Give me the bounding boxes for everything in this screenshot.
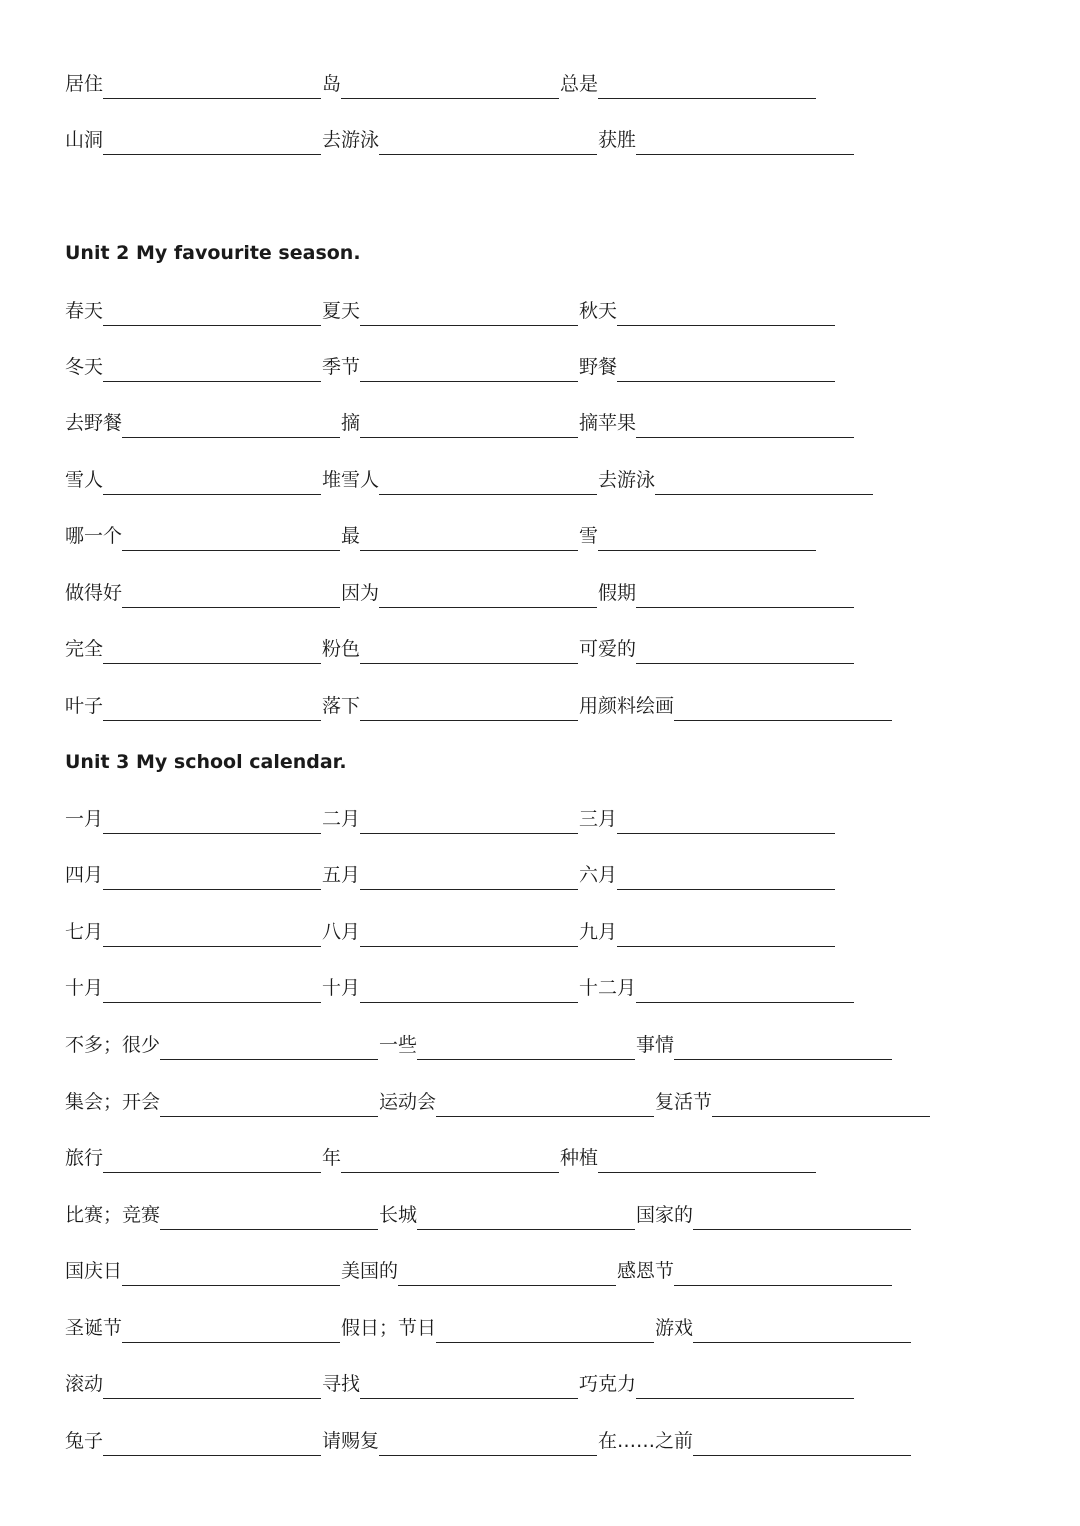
answer-blank[interactable] xyxy=(360,415,578,438)
vocab-word: 因为 xyxy=(341,582,380,604)
vocab-item xyxy=(560,69,817,99)
answer-blank[interactable] xyxy=(636,980,854,1003)
answer-blank[interactable] xyxy=(160,1037,378,1060)
vocab-item xyxy=(65,1143,322,1173)
vocab-item xyxy=(65,691,322,721)
vocab-word: 集会；开会 xyxy=(65,1091,161,1113)
unit3-heading: Unit 3 My school calendar. xyxy=(65,751,347,773)
answer-blank[interactable] xyxy=(693,1320,911,1343)
answer-blank[interactable] xyxy=(122,585,340,608)
vocab-word: 八月 xyxy=(322,921,361,943)
answer-blank[interactable] xyxy=(636,415,854,438)
vocab-word: 野餐 xyxy=(579,356,618,378)
vocab-row xyxy=(65,917,836,947)
answer-blank[interactable] xyxy=(617,924,835,947)
vocab-word: 总是 xyxy=(560,73,599,95)
answer-blank[interactable] xyxy=(103,867,321,890)
vocab-word: 六月 xyxy=(579,864,618,886)
answer-blank[interactable] xyxy=(160,1207,378,1230)
answer-blank[interactable] xyxy=(360,1376,578,1399)
vocab-word: 运动会 xyxy=(379,1091,437,1113)
vocab-item xyxy=(579,352,836,382)
answer-blank[interactable] xyxy=(103,1376,321,1399)
vocab-word: 一些 xyxy=(379,1034,418,1056)
vocab-item xyxy=(636,1200,912,1230)
vocab-item xyxy=(598,125,855,155)
answer-blank[interactable] xyxy=(636,641,854,664)
vocab-word: 比赛；竞赛 xyxy=(65,1204,161,1226)
answer-blank[interactable] xyxy=(103,641,321,664)
answer-blank[interactable] xyxy=(103,303,321,326)
vocab-word: 美国的 xyxy=(341,1260,399,1282)
vocab-item xyxy=(598,578,855,608)
vocab-word: 五月 xyxy=(322,864,361,886)
answer-blank[interactable] xyxy=(598,528,816,551)
vocab-item xyxy=(322,691,579,721)
vocab-item xyxy=(65,296,322,326)
vocab-item xyxy=(322,352,579,382)
vocab-item xyxy=(379,1200,636,1230)
vocab-word: 请赐复 xyxy=(322,1430,380,1452)
vocab-word: 二月 xyxy=(322,808,361,830)
vocab-word: 长城 xyxy=(379,1204,418,1226)
vocab-word: 叶子 xyxy=(65,695,104,717)
answer-blank[interactable] xyxy=(674,1263,892,1286)
vocab-item xyxy=(636,1030,893,1060)
answer-blank[interactable] xyxy=(636,1376,854,1399)
vocab-row xyxy=(65,1030,893,1060)
answer-blank[interactable] xyxy=(103,980,321,1003)
vocab-word: 圣诞节 xyxy=(65,1317,123,1339)
vocab-word: 冬天 xyxy=(65,356,104,378)
answer-blank[interactable] xyxy=(103,359,321,382)
answer-blank[interactable] xyxy=(598,76,816,99)
vocab-item xyxy=(341,521,579,551)
vocab-word: 季节 xyxy=(322,356,361,378)
vocab-item xyxy=(65,521,341,551)
vocab-item xyxy=(65,1087,379,1117)
answer-blank[interactable] xyxy=(598,1150,816,1173)
answer-blank[interactable] xyxy=(103,132,321,155)
answer-blank[interactable] xyxy=(103,1433,321,1456)
answer-blank[interactable] xyxy=(674,698,892,721)
vocab-word: 雪 xyxy=(579,525,599,547)
vocab-word: 感恩节 xyxy=(617,1260,675,1282)
vocab-word: 假日；节日 xyxy=(341,1317,437,1339)
vocab-item xyxy=(322,804,579,834)
vocab-row xyxy=(65,973,855,1003)
answer-blank[interactable] xyxy=(341,1150,559,1173)
vocab-item xyxy=(322,125,598,155)
answer-blank[interactable] xyxy=(674,1037,892,1060)
answer-blank[interactable] xyxy=(417,1207,635,1230)
vocab-item xyxy=(65,973,322,1003)
vocab-item xyxy=(341,1256,617,1286)
vocab-row xyxy=(65,1426,912,1456)
vocab-item xyxy=(579,917,836,947)
vocab-item xyxy=(341,1313,655,1343)
vocab-word: 十二月 xyxy=(579,977,637,999)
vocab-word: 山洞 xyxy=(65,129,104,151)
vocab-item xyxy=(65,634,322,664)
vocab-word: 旅行 xyxy=(65,1147,104,1169)
vocab-item xyxy=(322,973,579,1003)
answer-blank[interactable] xyxy=(693,1207,911,1230)
vocab-item xyxy=(617,1256,893,1286)
vocab-word: 堆雪人 xyxy=(322,469,380,491)
vocab-word: 去游泳 xyxy=(598,469,656,491)
vocab-item xyxy=(65,917,322,947)
vocab-item xyxy=(322,1143,560,1173)
vocab-item xyxy=(322,860,579,890)
vocab-word: 可爱的 xyxy=(579,638,637,660)
vocab-word: 种植 xyxy=(560,1147,599,1169)
vocab-item xyxy=(65,1426,322,1456)
vocab-word: 落下 xyxy=(322,695,361,717)
vocab-word: 雪人 xyxy=(65,469,104,491)
vocab-item xyxy=(598,1426,912,1456)
answer-blank[interactable] xyxy=(122,415,340,438)
answer-blank[interactable] xyxy=(636,132,854,155)
vocab-item xyxy=(322,69,560,99)
answer-blank[interactable] xyxy=(379,1433,597,1456)
vocab-row xyxy=(65,521,817,551)
vocab-word: 九月 xyxy=(579,921,618,943)
answer-blank[interactable] xyxy=(360,698,578,721)
vocab-row xyxy=(65,1143,817,1173)
vocab-item xyxy=(65,804,322,834)
vocab-item xyxy=(579,804,836,834)
vocab-item xyxy=(579,973,855,1003)
vocab-item xyxy=(65,1030,379,1060)
unit2-heading: Unit 2 My favourite season. xyxy=(65,242,361,264)
vocab-row xyxy=(65,1256,893,1286)
vocab-row xyxy=(65,69,817,99)
vocab-row xyxy=(65,465,874,495)
vocab-word: 三月 xyxy=(579,808,618,830)
vocab-word: 去游泳 xyxy=(322,129,380,151)
answer-blank[interactable] xyxy=(103,698,321,721)
vocab-word: 兔子 xyxy=(65,1430,104,1452)
vocab-item xyxy=(655,1087,931,1117)
vocab-word: 春天 xyxy=(65,300,104,322)
answer-blank[interactable] xyxy=(712,1094,930,1117)
vocab-word: 国家的 xyxy=(636,1204,694,1226)
answer-blank[interactable] xyxy=(341,76,559,99)
answer-blank[interactable] xyxy=(360,867,578,890)
vocab-word: 去野餐 xyxy=(65,412,123,434)
vocab-word: 十月 xyxy=(65,977,104,999)
vocab-word: 不多；很少 xyxy=(65,1034,161,1056)
vocab-item xyxy=(65,578,341,608)
vocab-item xyxy=(65,69,322,99)
vocab-item xyxy=(379,1087,655,1117)
answer-blank[interactable] xyxy=(360,811,578,834)
vocab-word: 夏天 xyxy=(322,300,361,322)
vocab-item xyxy=(65,125,322,155)
vocab-item xyxy=(341,408,579,438)
vocab-item xyxy=(65,1200,379,1230)
vocab-item xyxy=(322,917,579,947)
vocab-row xyxy=(65,1200,912,1230)
vocab-row xyxy=(65,691,893,721)
vocab-word: 最 xyxy=(341,525,361,547)
vocab-item xyxy=(655,1313,912,1343)
answer-blank[interactable] xyxy=(379,132,597,155)
vocab-word: 寻找 xyxy=(322,1373,361,1395)
answer-blank[interactable] xyxy=(103,811,321,834)
vocab-word: 摘 xyxy=(341,412,361,434)
vocab-item xyxy=(322,296,579,326)
vocab-word: 秋天 xyxy=(579,300,618,322)
answer-blank[interactable] xyxy=(122,1320,340,1343)
vocab-item xyxy=(560,1143,817,1173)
answer-blank[interactable] xyxy=(398,1263,616,1286)
vocab-row xyxy=(65,352,836,382)
vocab-item xyxy=(65,860,322,890)
vocab-item xyxy=(579,408,855,438)
vocab-item xyxy=(579,691,893,721)
vocab-row xyxy=(65,804,836,834)
vocab-item xyxy=(579,634,855,664)
answer-blank[interactable] xyxy=(122,528,340,551)
vocab-item xyxy=(322,1426,598,1456)
vocab-row xyxy=(65,125,855,155)
vocab-word: 完全 xyxy=(65,638,104,660)
vocab-word: 年 xyxy=(322,1147,342,1169)
vocab-item xyxy=(65,352,322,382)
vocab-row xyxy=(65,634,855,664)
vocab-item xyxy=(65,1313,341,1343)
vocab-item xyxy=(322,1369,579,1399)
vocab-row xyxy=(65,578,855,608)
answer-blank[interactable] xyxy=(617,359,835,382)
answer-blank[interactable] xyxy=(103,1150,321,1173)
answer-blank[interactable] xyxy=(360,980,578,1003)
vocab-word: 四月 xyxy=(65,864,104,886)
answer-blank[interactable] xyxy=(360,303,578,326)
vocab-word: 哪一个 xyxy=(65,525,123,547)
answer-blank[interactable] xyxy=(103,76,321,99)
vocab-word: 十月 xyxy=(322,977,361,999)
vocab-item xyxy=(65,1369,322,1399)
answer-blank[interactable] xyxy=(360,359,578,382)
vocab-word: 摘苹果 xyxy=(579,412,637,434)
vocab-word: 滚动 xyxy=(65,1373,104,1395)
vocab-word: 游戏 xyxy=(655,1317,694,1339)
answer-blank[interactable] xyxy=(693,1433,911,1456)
answer-blank[interactable] xyxy=(436,1320,654,1343)
vocab-word: 做得好 xyxy=(65,582,123,604)
vocab-item xyxy=(65,408,341,438)
answer-blank[interactable] xyxy=(617,867,835,890)
vocab-row xyxy=(65,296,836,326)
vocab-item xyxy=(322,634,579,664)
answer-blank[interactable] xyxy=(636,585,854,608)
vocab-word: 国庆日 xyxy=(65,1260,123,1282)
vocab-item xyxy=(341,578,598,608)
vocab-row xyxy=(65,860,836,890)
answer-blank[interactable] xyxy=(360,924,578,947)
vocab-word: 七月 xyxy=(65,921,104,943)
vocab-item xyxy=(579,296,836,326)
vocab-item xyxy=(579,1369,855,1399)
answer-blank[interactable] xyxy=(655,472,873,495)
answer-blank[interactable] xyxy=(379,585,597,608)
vocab-item xyxy=(65,465,322,495)
answer-blank[interactable] xyxy=(122,1263,340,1286)
answer-blank[interactable] xyxy=(360,641,578,664)
vocab-word: 假期 xyxy=(598,582,637,604)
vocab-word: 获胜 xyxy=(598,129,637,151)
answer-blank[interactable] xyxy=(436,1094,654,1117)
answer-blank[interactable] xyxy=(103,924,321,947)
answer-blank[interactable] xyxy=(617,303,835,326)
vocab-row xyxy=(65,1369,855,1399)
vocab-word: 用颜料绘画 xyxy=(579,695,675,717)
vocab-word: 居住 xyxy=(65,73,104,95)
vocab-row xyxy=(65,1313,912,1343)
vocab-word: 一月 xyxy=(65,808,104,830)
vocab-word: 事情 xyxy=(636,1034,675,1056)
vocab-word: 粉色 xyxy=(322,638,361,660)
answer-blank[interactable] xyxy=(160,1094,378,1117)
vocab-word: 在……之前 xyxy=(598,1430,694,1452)
vocab-word: 巧克力 xyxy=(579,1373,637,1395)
answer-blank[interactable] xyxy=(379,472,597,495)
answer-blank[interactable] xyxy=(103,472,321,495)
vocab-item xyxy=(379,1030,636,1060)
vocab-item xyxy=(322,465,598,495)
vocab-item xyxy=(65,1256,341,1286)
answer-blank[interactable] xyxy=(360,528,578,551)
vocab-word: 岛 xyxy=(322,73,342,95)
vocab-word: 复活节 xyxy=(655,1091,713,1113)
vocab-item xyxy=(579,860,836,890)
vocab-item xyxy=(579,521,817,551)
vocab-row xyxy=(65,1087,931,1117)
vocab-item xyxy=(598,465,874,495)
answer-blank[interactable] xyxy=(617,811,835,834)
answer-blank[interactable] xyxy=(417,1037,635,1060)
vocab-row xyxy=(65,408,855,438)
